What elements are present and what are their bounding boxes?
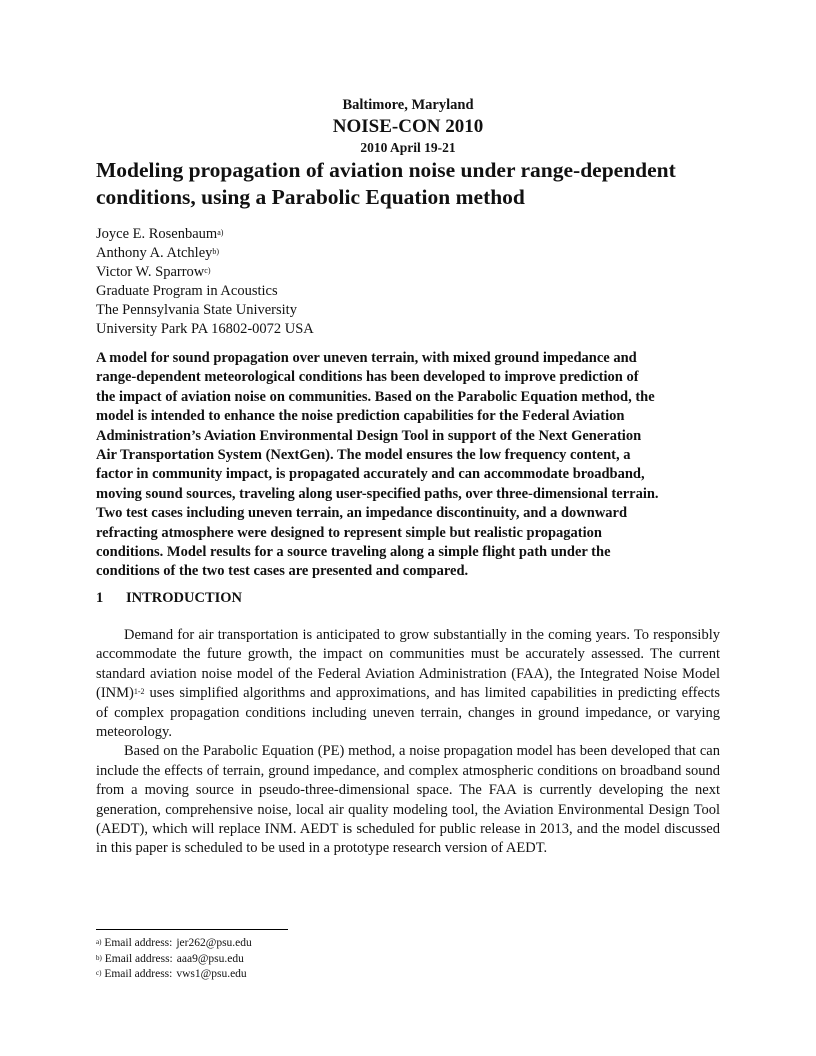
author-footnote-mark: b) xyxy=(212,247,220,256)
affiliation-line: The Pennsylvania State University xyxy=(96,302,297,318)
abstract-line: the impact of aviation noise on communities. Based on the Parabolic Equation method, the xyxy=(96,388,655,405)
introduction-body xyxy=(96,626,720,859)
author-name: Joyce E. Rosenbaum xyxy=(96,226,218,242)
email-address: vws1@psu.edu xyxy=(176,968,247,980)
author xyxy=(96,263,314,282)
footnote xyxy=(96,967,252,983)
abstract-line: Two test cases including uneven terrain, an impedance discontinuity, and a downward xyxy=(96,505,628,522)
abstract-line: moving sound sources, traveling along user-specified paths, over three-dimensional terrain. xyxy=(96,485,659,502)
section-title: INTRODUCTION xyxy=(126,590,243,606)
footnote xyxy=(96,936,252,952)
affiliation-line: Graduate Program in Acoustics xyxy=(96,283,278,299)
abstract-line: model is intended to enhance the noise prediction capabilities for the Federal Aviation xyxy=(96,408,625,425)
paragraph-text: uses simplified algorithms and approximations, and has limited capabilities in predicting effects of complex propagation conditions including uneven terrain, changes in ground impedance, or varying meteorology. xyxy=(96,685,720,741)
footnote-label: Email address: xyxy=(104,952,173,965)
abstract-line: A model for sound propagation over uneven terrain, with mixed ground impedance and xyxy=(96,350,637,366)
title-line: conditions, using a Parabolic Equation method xyxy=(96,185,525,209)
footnote-mark: b) xyxy=(96,953,102,962)
abstract-line: conditions of the two test cases are presented and compared. xyxy=(96,563,469,580)
abstract-line: refracting atmosphere were designed to represent simple but realistic propagation xyxy=(96,524,602,541)
paper-title xyxy=(96,157,736,211)
conference-date: 2010 April 19-21 xyxy=(360,140,456,155)
footnote-divider xyxy=(96,929,288,930)
footnote-mark: c) xyxy=(96,969,102,977)
abstract-line: Administration’s Aviation Environmental Design Tool in support of the Next Generation xyxy=(96,427,642,444)
citation-superscript: 1-2 xyxy=(133,687,145,697)
email-address: aaa9@psu.edu xyxy=(176,952,244,965)
body-paragraph xyxy=(96,626,720,742)
author-name: Anthony A. Atchley xyxy=(96,245,213,261)
footnote-mark: a) xyxy=(96,938,102,946)
footnote-label: Email address: xyxy=(104,937,173,949)
conference-location: Baltimore, Maryland xyxy=(342,97,474,113)
email-address: jer262@psu.edu xyxy=(176,937,252,949)
section-heading xyxy=(96,590,242,607)
paragraph-text: Demand for air transportation is anticipated to grow substantially in the coming years. To responsibly accommodate the future growth, the impact on communities must be accurately assessed. The current standard aviation noise model of the Federal Aviation Administration (FAA), the Integrated Noise Model (INM) xyxy=(96,627,720,702)
author xyxy=(96,244,314,263)
abstract-line: Air Transportation System (NextGen). The model ensures the low frequency content, a xyxy=(96,447,631,464)
abstract xyxy=(96,349,726,582)
affiliation-line: University Park PA 16802-0072 USA xyxy=(96,321,314,337)
body-paragraph: Based on the Parabolic Equation (PE) method, a noise propagation model has been developed that can include the effects of terrain, ground impedance, and complex atmospheric conditions on broadband sound from a moving source in pseudo-three-dimensional space. The FAA is currently developing the next generation, comprehensive noise, local air quality modeling tool, the Aviation Environmental Design Tool (AEDT), which will replace INM. AEDT is scheduled for public release in 2013, and the model discussed in this paper is scheduled to be used in a prototype research version of AEDT. xyxy=(96,743,720,857)
footnote xyxy=(96,952,252,968)
author xyxy=(96,225,314,244)
abstract-line: conditions. Model results for a source traveling along a simple flight path under the xyxy=(96,544,611,561)
title-line: Modeling propagation of aviation noise under range-dependent xyxy=(96,158,676,182)
section-number: 1 xyxy=(96,590,104,606)
footnote-label: Email address: xyxy=(104,968,173,980)
author-block xyxy=(96,225,314,339)
footnotes xyxy=(96,936,252,983)
author-name: Victor W. Sparrow xyxy=(96,264,205,280)
conference-name: NOISE-CON 2010 xyxy=(332,116,484,137)
author-footnote-mark: c) xyxy=(204,266,211,275)
author-footnote-mark: a) xyxy=(217,228,224,237)
abstract-line: factor in community impact, is propagated accurately and can accommodate broadband, xyxy=(96,466,645,483)
abstract-line: range-dependent meteorological conditions has been developed to improve prediction of xyxy=(96,369,639,386)
